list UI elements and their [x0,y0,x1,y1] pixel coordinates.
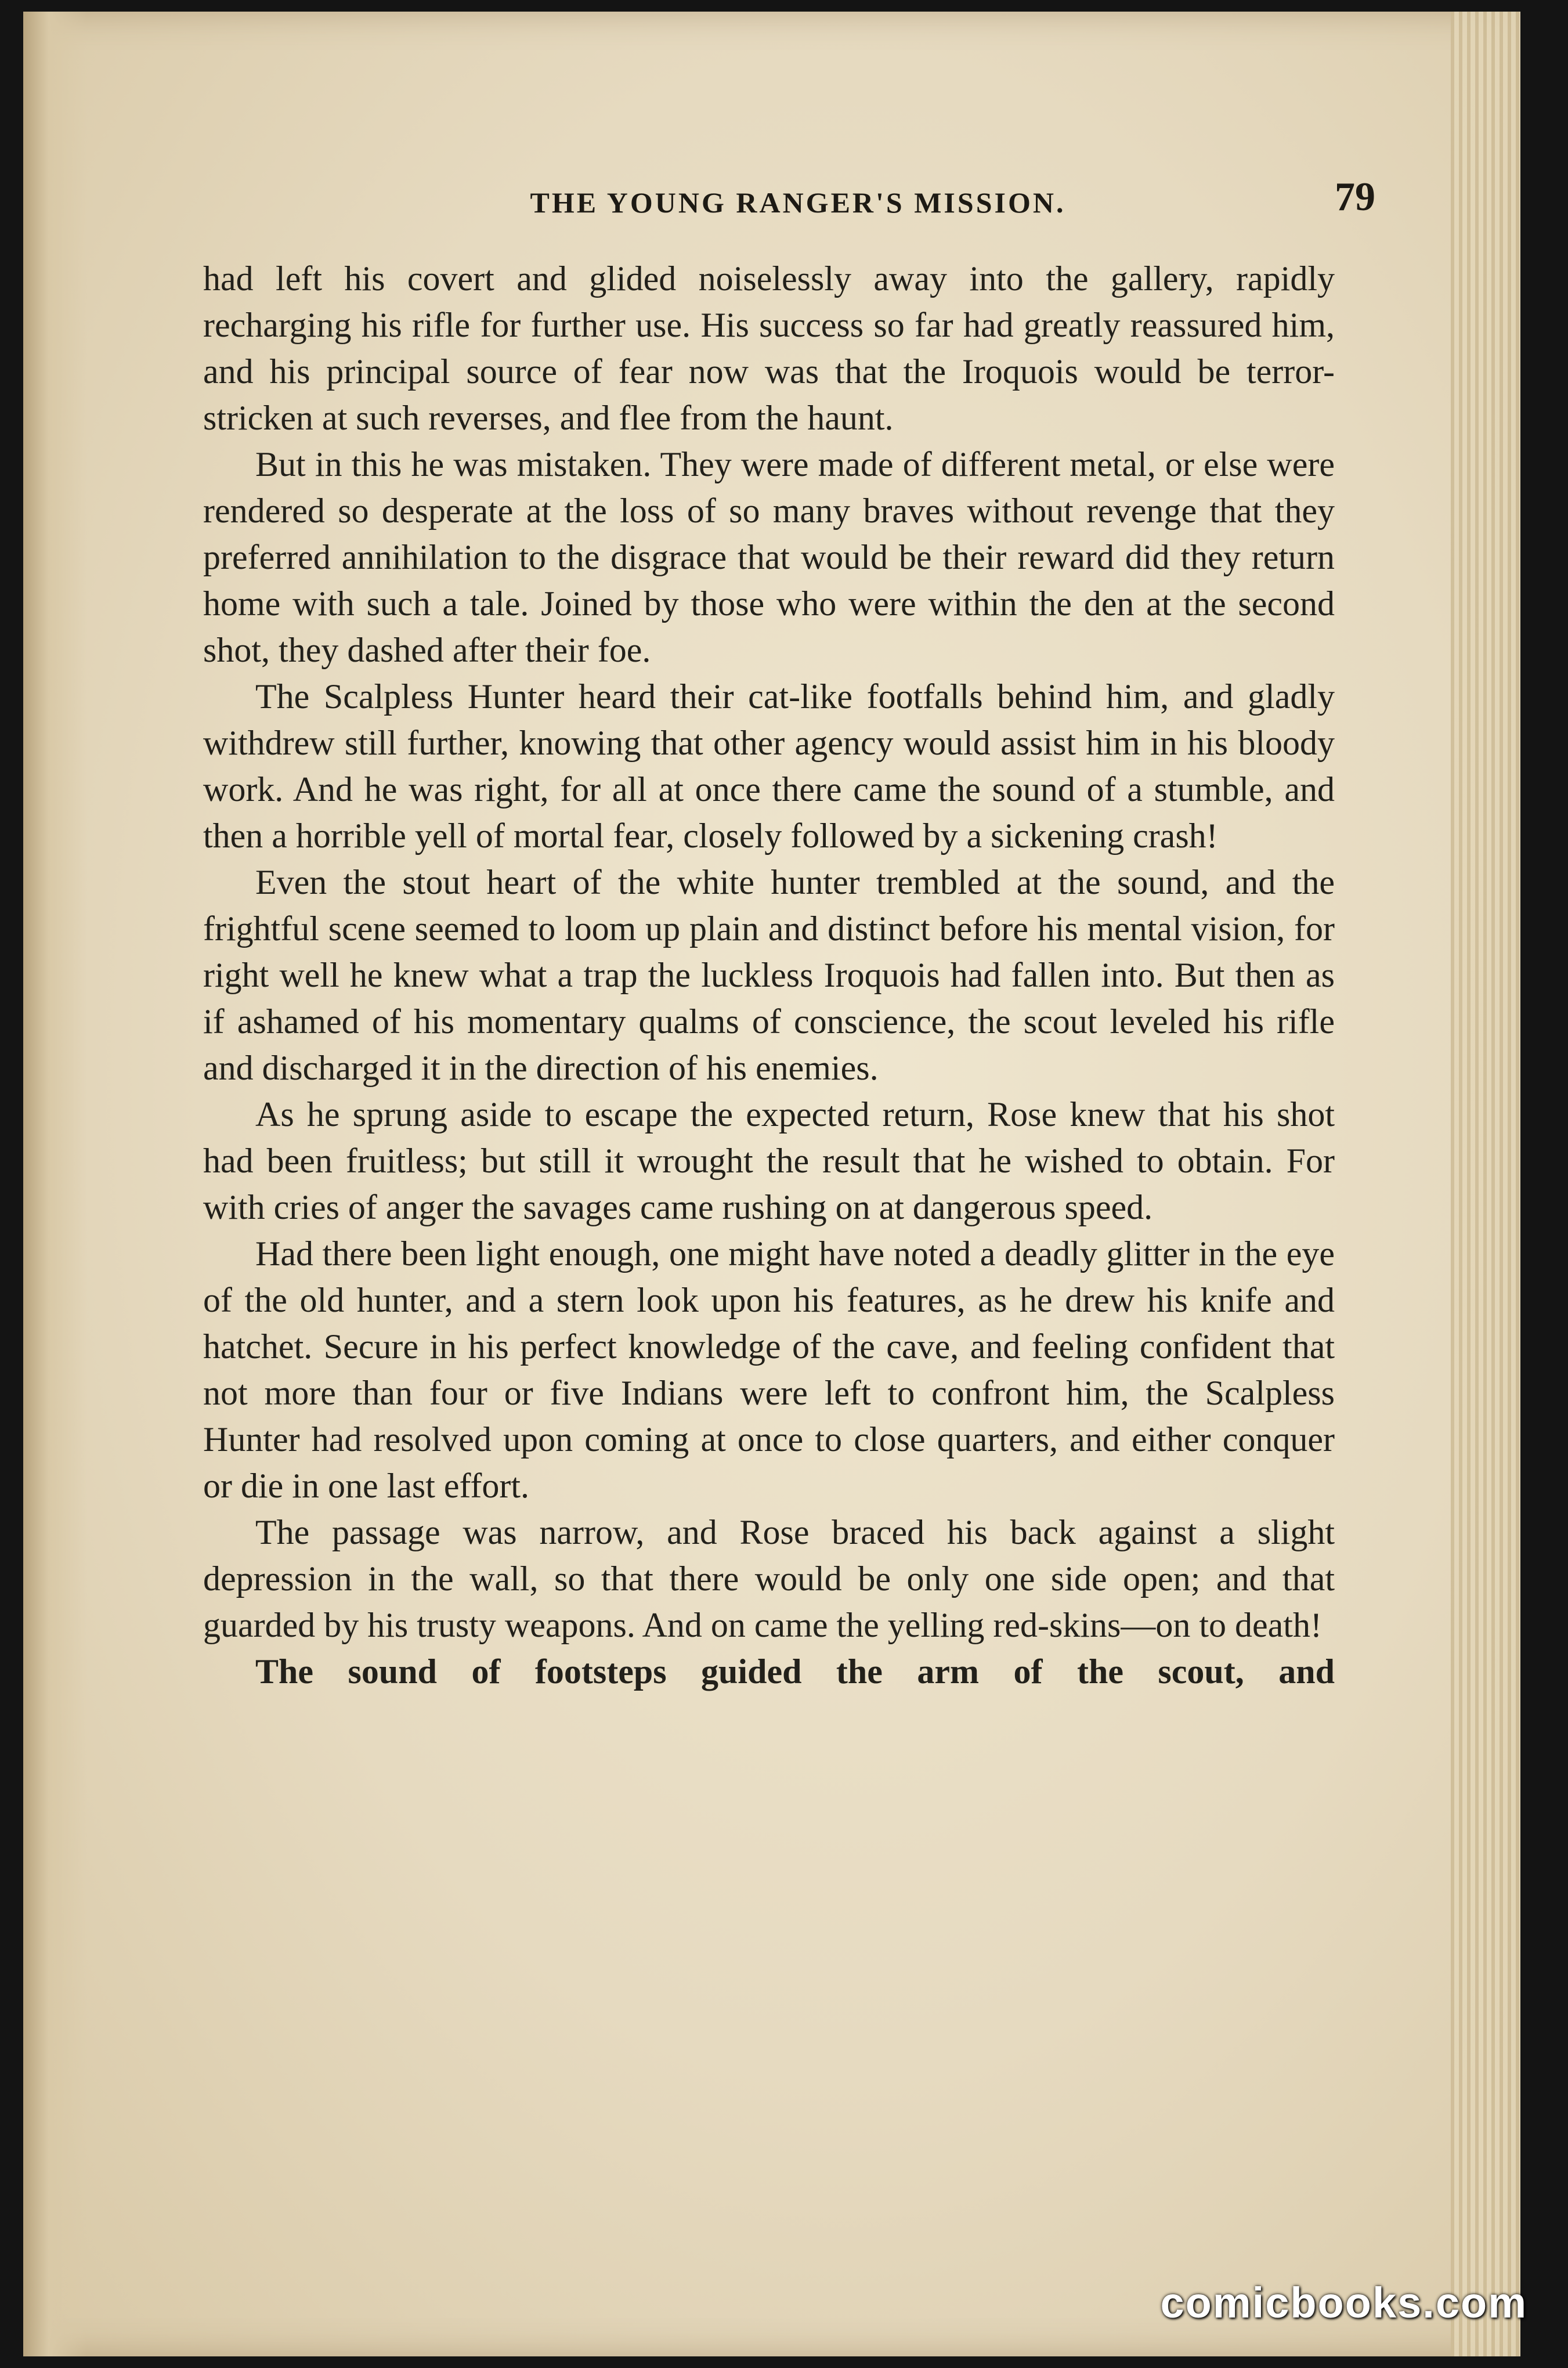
body-text [203,255,1335,1695]
page-number: 79 [1335,175,1375,219]
page-fore-edge [1451,12,1520,2356]
watermark: comicbooks.com [1160,2279,1527,2327]
paragraph-5: As he sprung aside to escape the expected return, Rose knew that his shot had been fruitless; but still it wrought the result that he wished to obtain. For with cries of anger the savages came rushing on at dangerous speed. [203,1095,1335,1226]
paragraph-2: But in this he was mistaken. They were made of different metal, or else were rendered so desperate at the loss of so many braves without revenge that they preferred annihilation to the disgrace that would be their reward did they return home with such a tale. Joined by those who were within the den at the second shot, they dashed after their foe. [203,445,1335,669]
page-gutter [23,12,87,2356]
paragraph-6: Had there been light enough, one might have noted a deadly glitter in the eye of the old hunter, and a stern look upon his features, as he drew his knife and hatchet. Secure in his perfect knowledge of the cave, and feeling confident that not more than four or five Indians were left to confront him, the Scalpless Hunter had resolved upon coming at once to close quarters, and either conquer or die in one last effort. [203,1234,1335,1505]
paragraph-7: The passage was narrow, and Rose braced his back against a slight depression in the wall, so that there would be only one side open; and that guarded by his trusty weapons. And on came the yelling red-skins—on to death! [203,1513,1335,1644]
paragraph-3: The Scalpless Hunter heard their cat-like footfalls behind him, and gladly withdrew still further, knowing that other agency would assist him in his bloody work. And he was right, for all at once there came the sound of a stumble, and then a horrible yell of mortal fear, closely followed by a sickening crash! [203,677,1335,855]
running-title: THE YOUNG RANGER'S MISSION. [530,186,1066,219]
paragraph-4: Even the stout heart of the white hunter trembled at the sound, and the frightful scene seemed to loom up plain and distinct before his mental vision, for right well he knew what a trap the luckless Iroquois had fallen into. But then as if ashamed of his momentary qualms of conscience, the scout leveled his rifle and discharged it in the direction of his enemies. [203,863,1335,1087]
paragraph-1: had left his covert and glided noiselessly away into the gallery, rapidly recharging his rifle for further use. His success so far had greatly reassured him, and his principal source of fear now was that the Iroquois would be terror-stricken at such reverses, and flee from the haunt. [203,259,1335,437]
page-header [221,174,1375,226]
paragraph-8: The sound of footsteps guided the arm of the scout, and [255,1652,1335,1691]
